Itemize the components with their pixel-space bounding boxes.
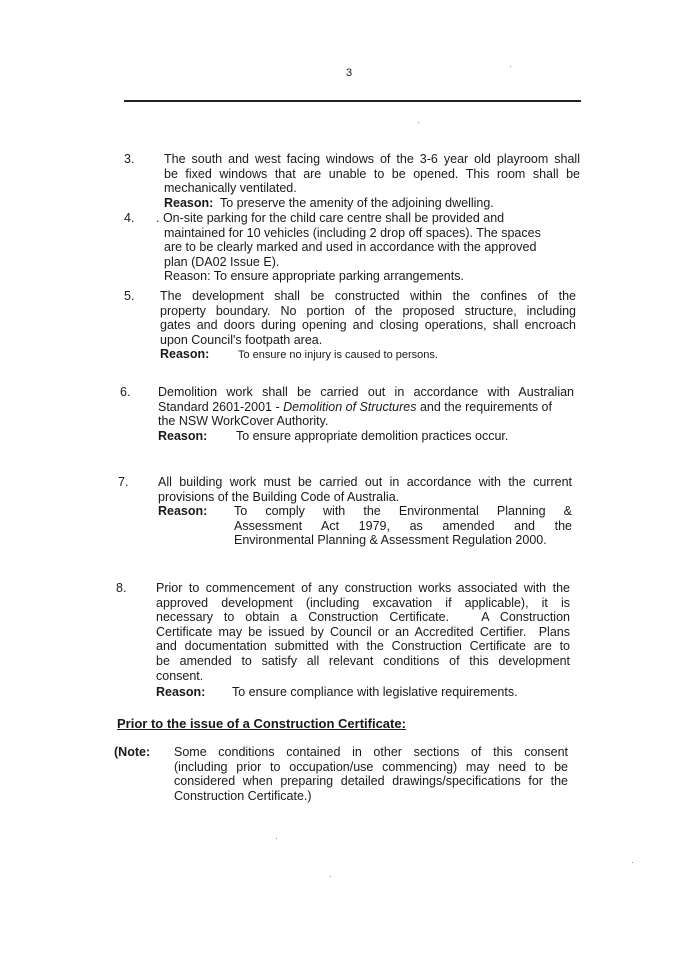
scan-speck <box>418 122 419 123</box>
scan-speck <box>632 862 633 863</box>
reason-line: To comply with the Environmental Planning & <box>234 504 572 519</box>
scan-speck <box>276 838 277 839</box>
reason-line: Assessment Act 1979, as amended and the <box>234 518 572 533</box>
reason-label: Reason: <box>160 347 210 362</box>
condition-line: and documentation submitted with the Construction Certificate are to <box>156 639 570 654</box>
condition-line: plan (DA02 Issue E). <box>164 254 280 269</box>
reason <box>158 429 574 444</box>
condition-line: Certificate may be issued by Council or an Accredited Certifier. Plans <box>156 624 570 639</box>
condition-number: 5. <box>124 289 135 303</box>
condition-line: property boundary. No portion of the proposed structure, including <box>160 303 576 318</box>
note-line: Some conditions contained in other sections of this consent <box>174 745 568 759</box>
condition-line: maintained for 10 vehicles (including 2 drop off spaces). The spaces <box>164 225 541 240</box>
condition-number: 7. <box>118 475 129 489</box>
condition-line: consent. <box>156 668 204 683</box>
reason-text: To preserve the amenity of the adjoining dwelling. <box>220 195 494 210</box>
condition-line: The south and west facing windows of the 3-6 year old playroom shall <box>164 152 580 166</box>
condition-line: Demolition work shall be carried out in accordance with Australian <box>158 385 574 399</box>
reason-text: To ensure appropriate demolition practices occur. <box>236 428 509 443</box>
condition-line: mechanically ventilated. <box>164 181 297 196</box>
condition-line: provisions of the Building Code of Australia. <box>158 489 400 504</box>
condition-number: 4. <box>124 211 135 225</box>
note-text <box>174 745 568 803</box>
reason <box>158 504 572 548</box>
reason-label: Reason: <box>158 504 208 519</box>
section-heading: Prior to the issue of a Construction Certificate: <box>117 716 406 731</box>
condition-line <box>158 400 574 415</box>
note-line: (including prior to occupation/use commencing) may need to be <box>174 759 568 774</box>
reason-line: Environmental Planning & Assessment Regulation 2000. <box>234 533 547 548</box>
condition-line: upon Council's footpath area. <box>160 332 323 347</box>
condition-line: gates and doors during opening and closing operations, shall encroach <box>160 318 576 333</box>
reason <box>156 685 570 700</box>
condition-text: Standard 2601-2001 - <box>158 399 284 414</box>
note-line: Construction Certificate.) <box>174 788 312 803</box>
note-label: (Note: <box>114 745 151 759</box>
condition-line: the NSW WorkCover Authority. <box>158 414 329 429</box>
condition-line: necessary to obtain a Construction Certificate. A Construction <box>156 610 570 625</box>
reason-label: Reason: <box>158 428 208 443</box>
reason <box>164 196 580 211</box>
reason-text: To ensure compliance with legislative requirements. <box>232 685 518 700</box>
condition-line: are to be clearly marked and used in accordance with the approved <box>164 240 537 255</box>
condition-line: The development shall be constructed within the confines of the <box>160 289 576 303</box>
header-rule <box>124 100 581 102</box>
condition-line: be fixed windows that are unable to be opened. This room shall be <box>164 166 580 181</box>
reason-label: Reason: <box>164 195 214 210</box>
scan-speck <box>510 66 511 67</box>
reason: Reason: To ensure appropriate parking arrangements. <box>164 269 464 284</box>
standard-title: Demolition of Structures <box>283 399 417 414</box>
scan-speck <box>330 876 331 877</box>
condition-number: 6. <box>120 385 131 399</box>
condition-text: and the requirements of <box>416 399 552 414</box>
reason-label: Reason: <box>156 685 206 700</box>
condition-line: All building work must be carried out in accordance with the current <box>158 475 572 489</box>
condition-number: 3. <box>124 152 135 166</box>
reason <box>160 347 576 362</box>
condition-line: . On-site parking for the child care centre shall be provided and <box>156 211 505 225</box>
reason-text: To ensure no injury is caused to persons. <box>238 349 438 362</box>
condition-line: approved development (including excavation if applicable), it is <box>156 595 570 610</box>
condition-line: be amended to satisfy all relevant conditions of this development <box>156 653 570 668</box>
note-line: considered when preparing detailed drawings/specifications for the <box>174 774 568 789</box>
page-number: 3 <box>346 67 353 79</box>
condition-number: 8. <box>116 581 127 595</box>
condition-line: Prior to commencement of any construction works associated with the <box>156 581 570 595</box>
